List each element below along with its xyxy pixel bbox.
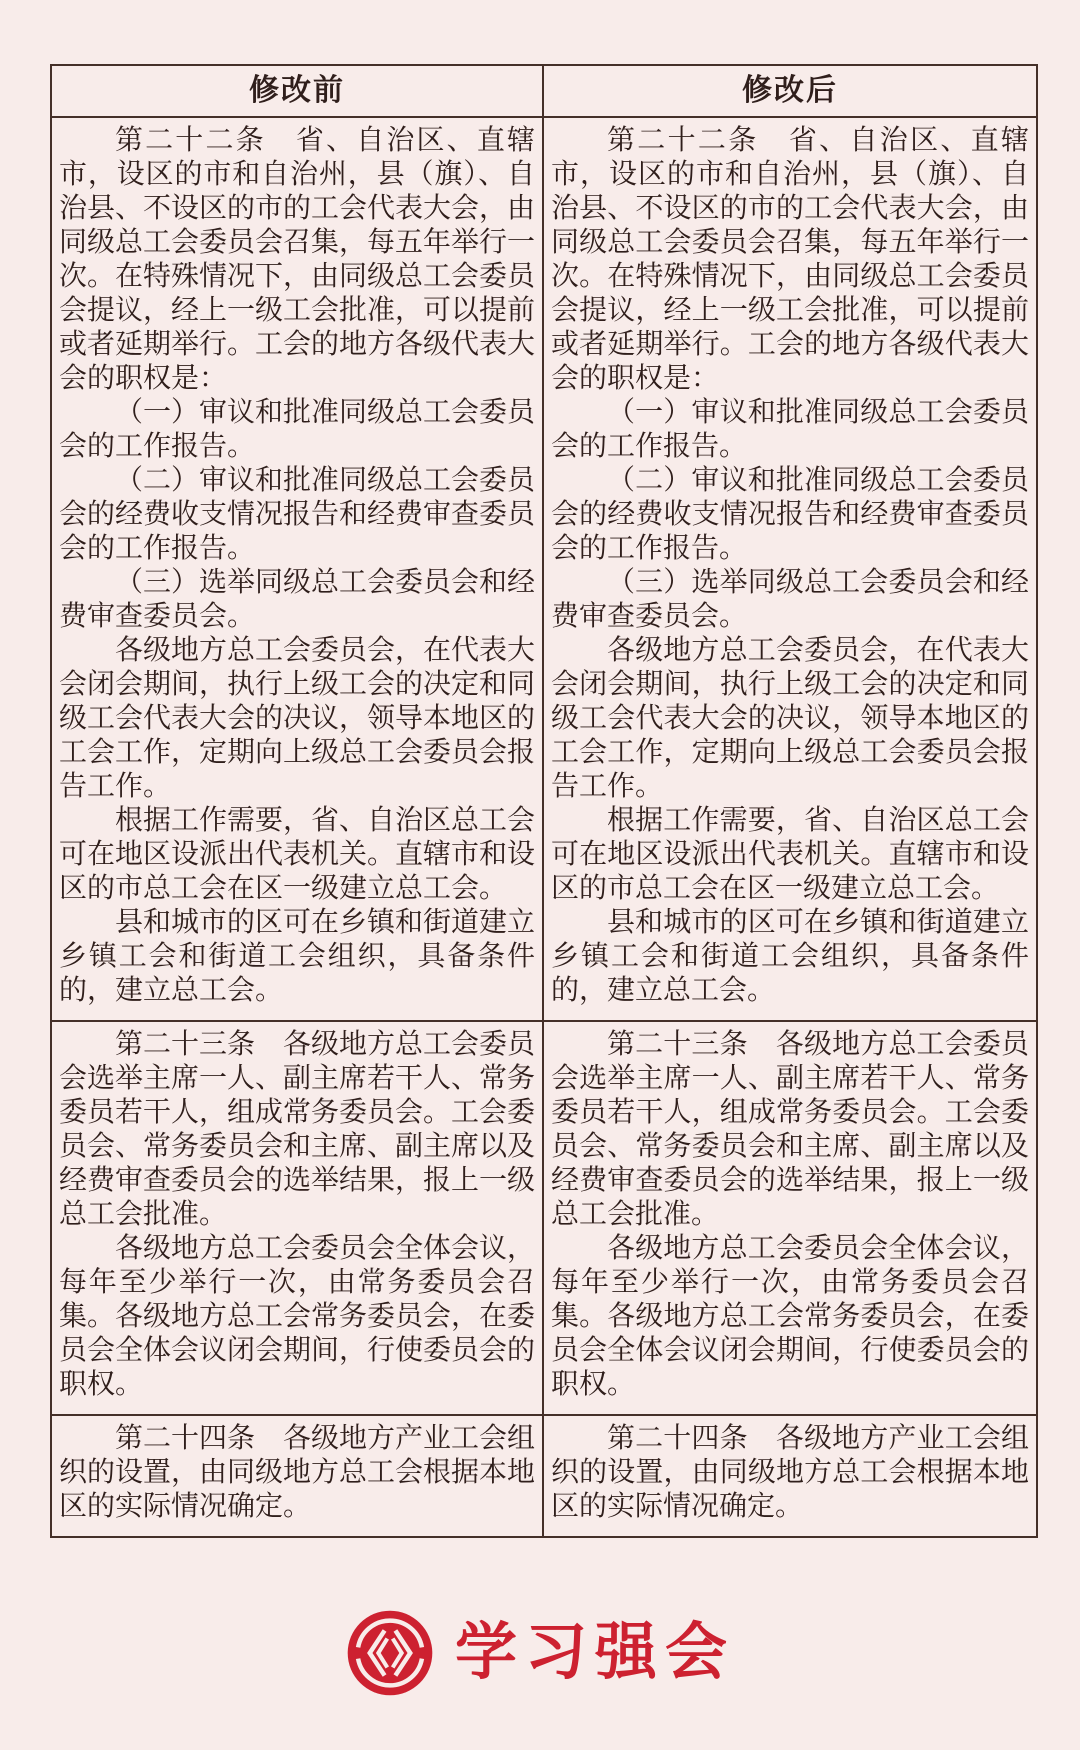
cell-before-article-22 <box>52 118 544 1020</box>
paragraph: 县和城市的区可在乡镇和街道建立乡镇工会和街道工会组织，具备条件的，建立总工会。 <box>59 907 536 1006</box>
paragraph: 各级地方总工会委员会全体会议，每年至少举行一次，由常务委员会召集。各级地方总工会常务委员会，在委员会全体会议闭会期间，行使委员会的职权。 <box>551 1233 1029 1400</box>
table-row-article-22 <box>52 118 1036 1022</box>
paragraph: 各级地方总工会委员会，在代表大会闭会期间，执行上级工会的决定和同级工会代表大会的决议，领导本地区的工会工作，定期向上级总工会委员会报告工作。 <box>551 635 1029 802</box>
paragraph: （三）选举同级总工会委员会和经费审查委员会。 <box>551 567 1029 632</box>
table-header-row <box>52 66 1036 118</box>
paragraph: （二）审议和批准同级总工会委员会的经费收支情况报告和经费审查委员会的工作报告。 <box>59 465 536 564</box>
paragraph: 第二十三条 各级地方总工会委员会选举主席一人、副主席若干人、常务委员若干人，组成常务委员会。工会委员会、常务委员会和主席、副主席以及经费审查委员会的选举结果，报上一级总工会批准。 <box>59 1029 536 1230</box>
paragraph: （二）审议和批准同级总工会委员会的经费收支情况报告和经费审查委员会的工作报告。 <box>551 465 1029 564</box>
table-row-article-24 <box>52 1416 1036 1536</box>
paragraph: 第二十四条 各级地方产业工会组织的设置，由同级地方总工会根据本地区的实际情况确定。 <box>551 1423 1029 1522</box>
cell-after-article-23 <box>544 1022 1036 1414</box>
footer-brand <box>0 1608 1080 1698</box>
paragraph: 根据工作需要，省、自治区总工会可在地区设派出代表机关。直辖市和设区的市总工会在区一级建立总工会。 <box>59 805 536 904</box>
paragraph: 第二十三条 各级地方总工会委员会选举主席一人、副主席若干人、常务委员若干人，组成常务委员会。工会委员会、常务委员会和主席、副主席以及经费审查委员会的选举结果，报上一级总工会批准。 <box>551 1029 1029 1230</box>
cell-after-article-22 <box>544 118 1036 1020</box>
paragraph: （三）选举同级总工会委员会和经费审查委员会。 <box>59 567 536 632</box>
brand-name: 学习强会 <box>454 1618 735 1687</box>
column-header-before: 修改前 <box>52 66 544 116</box>
paragraph: 各级地方总工会委员会全体会议，每年至少举行一次，由常务委员会召集。各级地方总工会常务委员会，在委员会全体会议闭会期间，行使委员会的职权。 <box>59 1233 536 1400</box>
paragraph: 各级地方总工会委员会，在代表大会闭会期间，执行上级工会的决定和同级工会代表大会的决议，领导本地区的工会工作，定期向上级总工会委员会报告工作。 <box>59 635 536 802</box>
table-row-article-23 <box>52 1022 1036 1416</box>
column-header-after: 修改后 <box>742 74 838 107</box>
trade-union-emblem-icon <box>345 1608 435 1698</box>
cell-after-article-24 <box>544 1416 1036 1536</box>
paragraph: 县和城市的区可在乡镇和街道建立乡镇工会和街道工会组织，具备条件的，建立总工会。 <box>551 907 1029 1006</box>
paragraph: 第二十四条 各级地方产业工会组织的设置，由同级地方总工会根据本地区的实际情况确定。 <box>59 1423 536 1522</box>
paragraph: （一）审议和批准同级总工会委员会的工作报告。 <box>59 397 536 462</box>
paragraph: 根据工作需要，省、自治区总工会可在地区设派出代表机关。直辖市和设区的市总工会在区一级建立总工会。 <box>551 805 1029 904</box>
paragraph: 第二十二条 省、自治区、直辖市，设区的市和自治州，县（旗）、自治县、不设区的市的工会代表大会，由同级总工会委员会召集，每五年举行一次。在特殊情况下，由同级总工会委员会提议，经上一级工会批准，可以提前或者延期举行。工会的地方各级代表大会的职权是： <box>59 125 536 394</box>
paragraph: 第二十二条 省、自治区、直辖市，设区的市和自治州，县（旗）、自治县、不设区的市的工会代表大会，由同级总工会委员会召集，每五年举行一次。在特殊情况下，由同级总工会委员会提议，经上一级工会批准，可以提前或者延期举行。工会的地方各级代表大会的职权是： <box>551 125 1029 394</box>
cell-before-article-23 <box>52 1022 544 1414</box>
cell-before-article-24 <box>52 1416 544 1536</box>
comparison-table <box>50 64 1038 1538</box>
paragraph: （一）审议和批准同级总工会委员会的工作报告。 <box>551 397 1029 462</box>
